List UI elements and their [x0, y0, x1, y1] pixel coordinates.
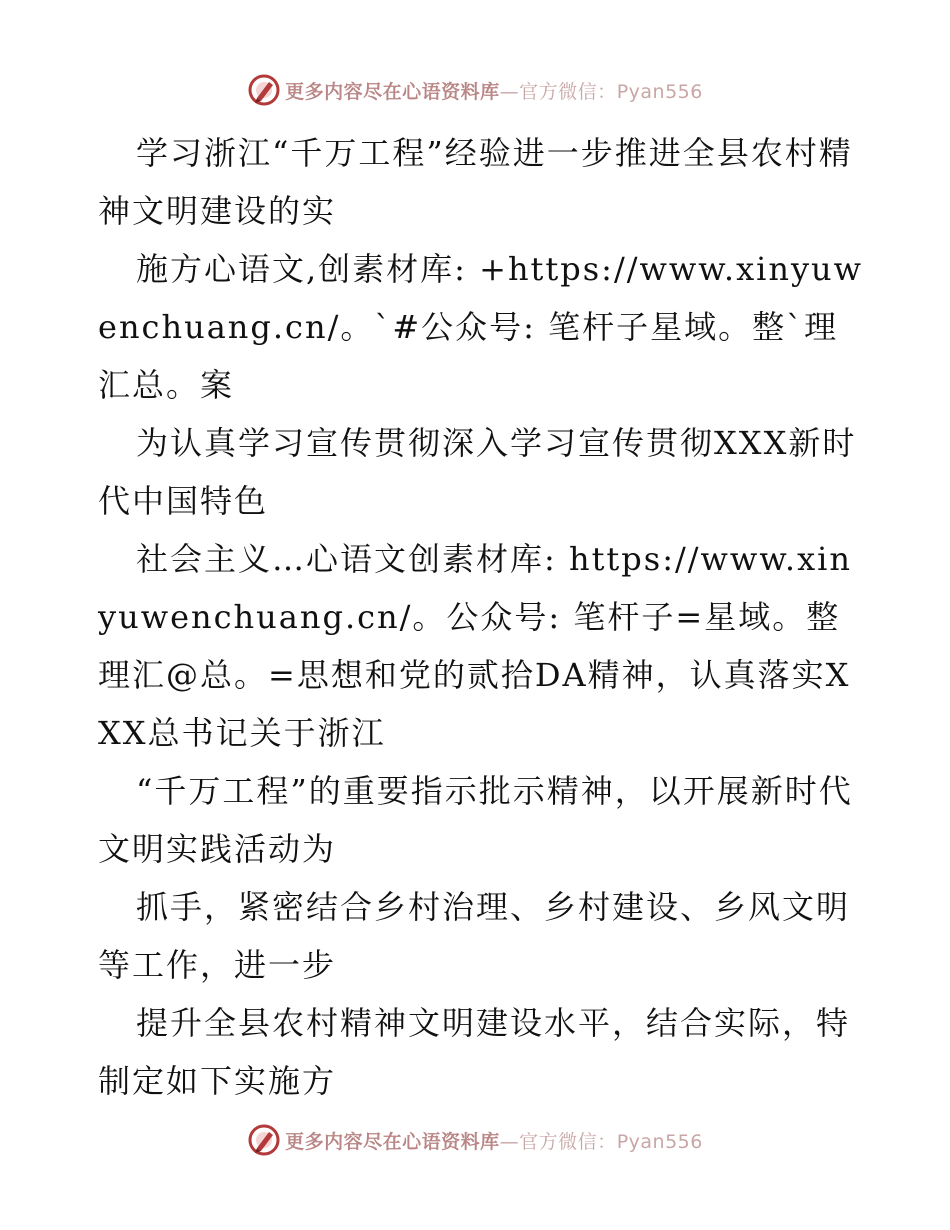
paragraph-7: 提升全县农村精神文明建设水平，结合实际，特制定如下实施方	[98, 1004, 851, 1100]
footer-banner-main: 更多内容尽在心语资料库	[285, 1130, 500, 1153]
header-banner-main: 更多内容尽在心语资料库	[285, 80, 500, 103]
document-body	[98, 124, 868, 1110]
footer-banner-dash: —	[499, 1130, 520, 1153]
paragraph-4: 社会主义…心语文创素材库: https://www.xinyuwenchuang.cn/。公众号: 笔杆子=星域。整理汇@总。=思想和党的贰拾DA精神，认真落实XXX总书记关于浙江	[98, 540, 852, 752]
pen-logo-icon	[247, 1123, 281, 1157]
paragraph-5: “千万工程”的重要指示批示精神，以开展新时代文明实践活动为	[98, 772, 853, 868]
paragraph-1: 学习浙江“千万工程”经验进一步推进全县农村精神文明建设的实	[98, 134, 853, 230]
paragraph-2: 施方心语文,创素材库: +https://www.xinyuwenchuang.cn/。`#公众号: 笔杆子星域。整`理汇总。案	[98, 250, 864, 404]
footer-banner-official: 官方微信：	[519, 1130, 617, 1153]
footer-banner-text	[285, 1127, 703, 1154]
header-banner	[0, 70, 950, 110]
header-banner-official: 官方微信：	[519, 80, 617, 103]
paragraph-3: 为认真学习宣传贯彻深入学习宣传贯彻XXX新时代中国特色	[98, 424, 857, 520]
paragraph-6: 抓手，紧密结合乡村治理、乡村建设、乡风文明等工作，进一步	[98, 888, 851, 984]
header-banner-text	[285, 77, 703, 104]
header-banner-dash: —	[499, 80, 520, 103]
header-banner-id: Pyan556	[616, 80, 703, 103]
footer-banner-id: Pyan556	[616, 1130, 703, 1153]
footer-banner	[0, 1120, 950, 1160]
pen-logo-icon	[247, 73, 281, 107]
